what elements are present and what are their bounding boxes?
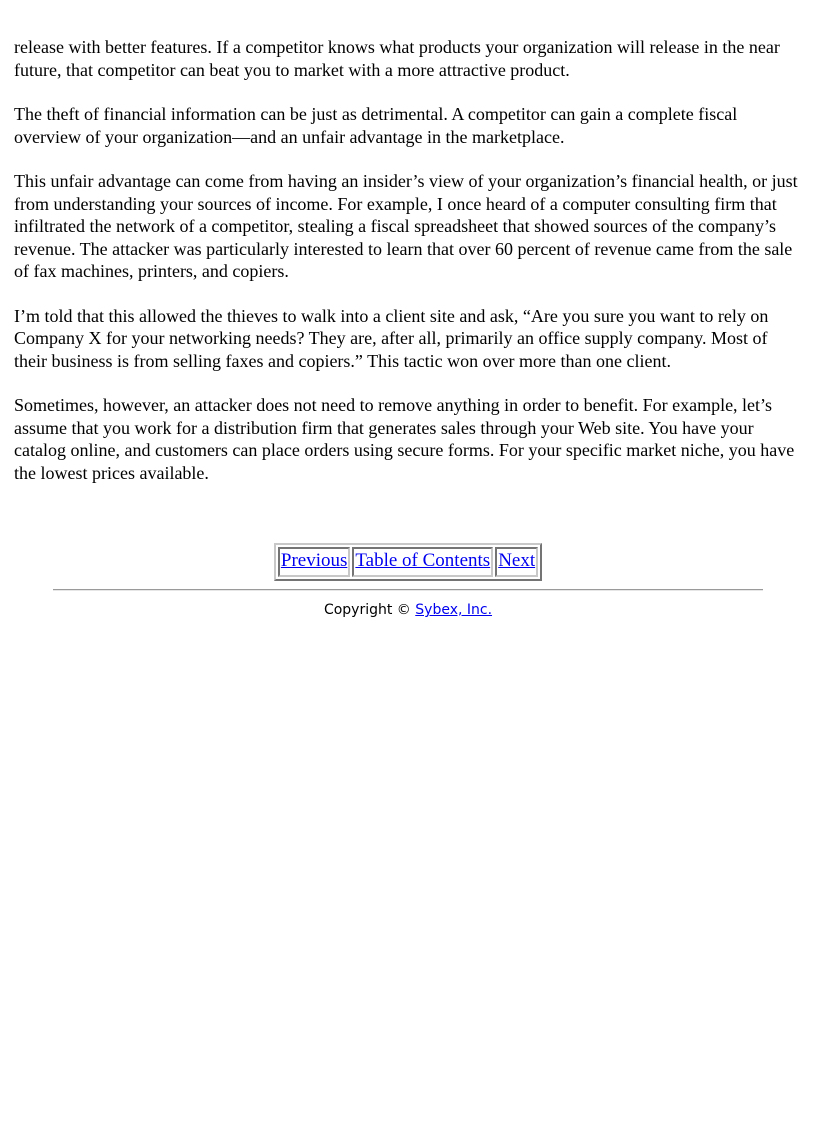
navigation-table — [274, 543, 542, 581]
paragraph: This unfair advantage can come from having an insider’s view of your organization’s financial health, or just from understanding your sources of income. For example, I once heard of a computer consulting firm that infiltrated the network of a competitor, stealing a fiscal spreadsheet that showed sources of the company’s revenue. The attacker was particularly interested to learn that over 60 percent of revenue came from the sale of fax machines, printers, and copiers. — [14, 171, 798, 281]
next-link[interactable]: Next — [498, 550, 536, 571]
table-of-contents-link[interactable]: Table of Contents — [355, 550, 491, 571]
publisher-link[interactable]: Sybex, Inc. — [415, 602, 493, 618]
paragraph: The theft of financial information can be just as detrimental. A competitor can gain a complete fiscal overview of your organization—and an unfair advantage in the marketplace. — [14, 104, 738, 147]
nav-cell-toc — [352, 547, 493, 577]
nav-cell-previous — [278, 547, 351, 577]
paragraph: Sometimes, however, an attacker does not need to remove anything in order to benefit. For example, let’s assume that you work for a distribution firm that generates sales through your Web site. You have your catalog online, and customers can place orders using secure forms. For your specific market niche, you have the lowest prices available. — [14, 395, 795, 483]
copyright-footer — [0, 601, 816, 619]
article-body — [14, 36, 804, 506]
paragraph: I’m told that this allowed the thieves to walk into a client site and ask, “Are you sure you want to rely on Company X for your networking needs? They are, after all, primarily an office supply company. Most of their business is from selling faxes and copiers.” This tactic won over more than one client. — [14, 305, 769, 371]
previous-link[interactable]: Previous — [280, 550, 348, 571]
nav-cell-next — [495, 547, 538, 577]
horizontal-rule — [53, 589, 763, 591]
paragraph: release with better features. If a competitor knows what products your organization will release in the near future, that competitor can beat you to market with a more attractive product. — [14, 37, 780, 80]
copyright-text: Copyright © — [323, 602, 416, 618]
page-navigation — [0, 543, 816, 581]
